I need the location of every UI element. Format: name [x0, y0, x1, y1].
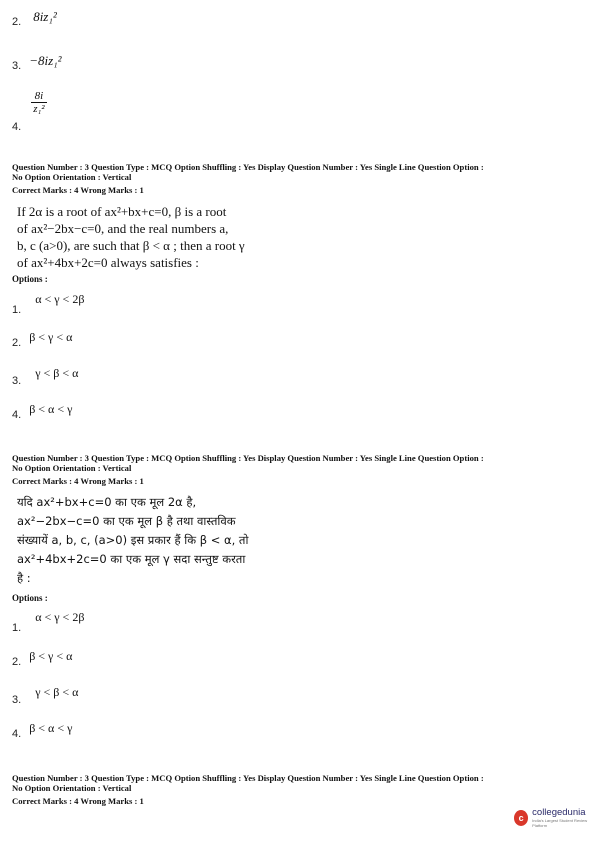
option-3[interactable]	[12, 364, 79, 387]
top-option-2	[12, 9, 57, 30]
question-line: संख्यायें a, b, c, (a>0) इस प्रकार हैं कि β < α, तो	[17, 533, 249, 547]
option-number: 4.	[12, 121, 22, 134]
question-text-hindi	[17, 493, 267, 588]
option-expression: β < α < γ	[29, 402, 73, 416]
option-number: 2.	[12, 656, 22, 668]
logo-name: collegedunia	[532, 807, 586, 818]
option-number: 2.	[12, 337, 22, 349]
option-expression: γ < β < α	[35, 366, 79, 380]
option-1[interactable]	[12, 290, 85, 316]
question-line: If 2α is a root of ax²+bx+c=0, β is a root	[17, 204, 227, 219]
question-header	[12, 453, 484, 486]
options-label: Options :	[12, 274, 48, 284]
question-line: of ax²−2bx−c=0, and the real numbers a,	[17, 221, 229, 236]
question-line: यदि ax²+bx+c=0 का एक मूल 2α है,	[17, 495, 197, 509]
option-number: 4.	[12, 728, 22, 740]
question-line: of ax²+4bx+2c=0 always satisfies :	[17, 255, 199, 270]
option-2[interactable]	[12, 328, 73, 349]
question-line: है :	[17, 571, 31, 585]
option-number: 3.	[12, 694, 22, 706]
question-header-line2: No Option Orientation : Vertical	[12, 172, 132, 182]
question-header	[12, 162, 484, 195]
option-number: 1.	[12, 622, 22, 634]
fraction-numerator: 8i	[31, 90, 46, 103]
logo-mark-icon: c	[514, 810, 528, 826]
question-line: b, c (a>0), are such that β < α ; then a root γ	[17, 238, 245, 253]
question-line: ax²−2bx−c=0 का एक मूल β है तथा वास्तविक	[17, 514, 236, 528]
option-expression: β < α < γ	[29, 721, 73, 735]
option-number: 3.	[12, 60, 22, 72]
option-3[interactable]	[12, 683, 79, 706]
option-expression: γ < β < α	[35, 685, 79, 699]
option-1[interactable]	[12, 608, 85, 634]
option-4[interactable]	[12, 719, 73, 740]
option-expression: β < γ < α	[29, 649, 73, 663]
question-header	[12, 773, 484, 806]
brand-logo	[514, 808, 595, 828]
option-number: 3.	[12, 375, 22, 387]
marks-line: Correct Marks : 4 Wrong Marks : 1	[12, 796, 144, 806]
option-expression: α < γ < 2β	[35, 610, 85, 624]
option-expression: 8iz₁²	[33, 9, 57, 24]
marks-line: Correct Marks : 4 Wrong Marks : 1	[12, 185, 144, 195]
option-2[interactable]	[12, 647, 73, 668]
marks-line: Correct Marks : 4 Wrong Marks : 1	[12, 476, 144, 486]
question-line: ax²+4bx+2c=0 का एक मूल γ सदा सन्तुष्ट करता	[17, 552, 246, 566]
question-header-line2: No Option Orientation : Vertical	[12, 783, 132, 793]
top-option-3	[12, 53, 62, 74]
top-option-4	[12, 90, 47, 134]
question-text	[17, 203, 267, 271]
option-4[interactable]	[12, 400, 73, 421]
question-header-line1: Question Number : 3 Question Type : MCQ Option Shuffling : Yes Display Question Number : Yes Single Line Question Option :	[12, 453, 484, 463]
option-number: 4.	[12, 409, 22, 421]
logo-tagline: India's Largest Student Review Platform	[532, 818, 588, 828]
question-header-line2: No Option Orientation : Vertical	[12, 463, 132, 473]
option-expression: β < γ < α	[29, 330, 73, 344]
fraction	[31, 90, 46, 115]
options-label: Options :	[12, 593, 48, 603]
option-number: 1.	[12, 304, 22, 316]
option-number: 2.	[12, 16, 22, 28]
fraction-denominator: z₁²	[33, 103, 45, 115]
question-header-line1: Question Number : 3 Question Type : MCQ Option Shuffling : Yes Display Question Number : Yes Single Line Question Option :	[12, 162, 484, 172]
option-expression: −8iz₁²	[29, 53, 62, 68]
option-expression: α < γ < 2β	[35, 292, 85, 306]
question-header-line1: Question Number : 3 Question Type : MCQ Option Shuffling : Yes Display Question Number : Yes Single Line Question Option :	[12, 773, 484, 783]
